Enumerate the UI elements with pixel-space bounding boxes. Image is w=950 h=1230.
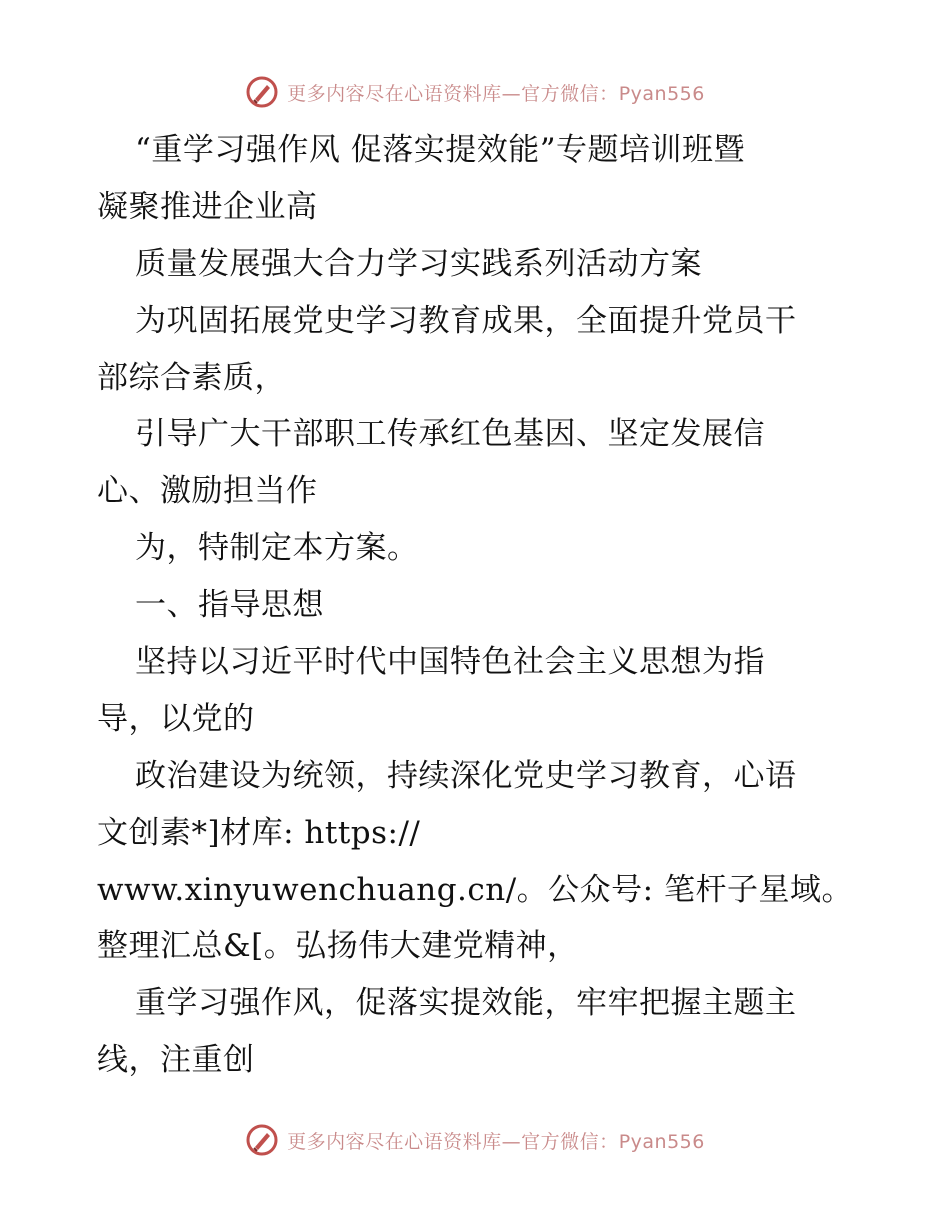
pen-logo-icon xyxy=(245,1123,279,1157)
text-line: 质量发展强大合力学习实践系列活动方案 xyxy=(135,245,702,282)
text-line: 导，以党的 xyxy=(97,700,255,737)
watermark-brand: 更多内容尽在心语资料库 xyxy=(287,82,502,105)
text-line: www.xinyuwenchuang.cn/。公众号: 笔杆子星域。 xyxy=(97,871,853,908)
text-line: 文创素*]材库: https:// xyxy=(97,814,421,851)
header-watermark xyxy=(0,72,950,112)
text-line: 引导广大干部职工传承红色基因、坚定发展信 xyxy=(135,416,765,453)
watermark-wechat-label: 官方微信： xyxy=(521,1130,619,1153)
section-heading: 一、指导思想 xyxy=(135,587,324,624)
text-line: “重学习强作风 促落实提效能”专题培训班暨 xyxy=(135,132,746,168)
document-body xyxy=(97,122,867,1089)
text-line: 为，特制定本方案。 xyxy=(135,530,419,567)
text-line: 部综合素质， xyxy=(97,359,286,396)
text-line: 政治建设为统领，持续深化党史学习教育，心语 xyxy=(135,757,797,794)
watermark-dash: — xyxy=(501,82,522,105)
text-line: 重学习强作风，促落实提效能，牢牢把握主题主 xyxy=(135,985,797,1022)
text-line: 线，注重创 xyxy=(97,1042,255,1079)
text-line: 坚持以习近平时代中国特色社会主义思想为指 xyxy=(135,644,765,681)
watermark-wechat-id: Pyan556 xyxy=(618,82,705,105)
footer-watermark xyxy=(0,1120,950,1160)
pen-logo-icon xyxy=(245,75,279,109)
watermark-brand: 更多内容尽在心语资料库 xyxy=(287,1130,502,1153)
watermark-wechat-id: Pyan556 xyxy=(618,1130,705,1153)
text-line: 为巩固拓展党史学习教育成果，全面提升党员干 xyxy=(135,302,797,339)
text-line: 凝聚推进企业高 xyxy=(97,188,318,225)
text-line: 整理汇总&[。弘扬伟大建党精神， xyxy=(97,928,579,965)
watermark-wechat-label: 官方微信： xyxy=(521,82,619,105)
text-line: 心、激励担当作 xyxy=(97,473,318,510)
watermark-text xyxy=(287,1127,705,1154)
watermark-dash: — xyxy=(501,1130,522,1153)
watermark-text xyxy=(287,79,705,106)
